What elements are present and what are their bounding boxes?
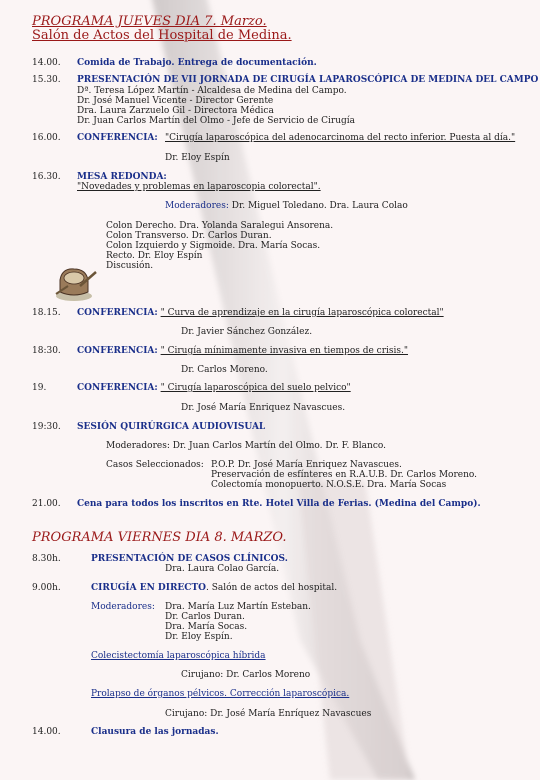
conference-topic: "Cirugía laparoscópica del adenocarcinoma del recto inferior. Puesta al día.": [165, 133, 516, 143]
time-1815: 18.15.: [32, 308, 61, 318]
time-1600: 16.00.: [32, 133, 61, 143]
conference-4-speaker: Dr. José María Enriquez Navascues.: [181, 403, 346, 413]
presenter-2: Dr. José Manuel Vicente - Director Gerente: [77, 96, 274, 106]
round-table-item-2: Colon Transverso. Dr. Carlos Duran.: [106, 231, 272, 241]
clinical-cases-presenter: Dra. Laura Colao García.: [165, 564, 280, 574]
time-1930: 19:30.: [32, 422, 61, 432]
conference-2-topic: " Curva de aprendizaje en la cirugía laparoscópica colorectal": [160, 308, 444, 318]
conference-4-label: CONFERENCIA:: [77, 383, 158, 393]
presenter-4: Dr. Juan Carlos Martín del Olmo - Jefe de Servicio de Cirugía: [77, 116, 356, 126]
live-moderator-1: Dra. María Luz Martín Esteban.: [165, 602, 311, 612]
conference-label: CONFERENCIA:: [77, 133, 158, 143]
round-table-item-3: Colon Izquierdo y Sigmoide. Dra. María Socas.: [106, 241, 321, 251]
round-table-label: MESA REDONDA:: [77, 172, 167, 182]
clinical-cases-title: PRESENTACIÓN DE CASOS CLÍNICOS.: [91, 554, 288, 564]
moderators-names: Dr. Miguel Toledano. Dra. Laura Colao: [231, 201, 408, 211]
time-1530: 15.30.: [32, 75, 61, 85]
time-0900: 9.00h.: [32, 583, 61, 593]
dinner-text: Cena para todos los inscritos en Rte. Hotel Villa de Ferias. (Medina del Campo).: [77, 499, 481, 509]
conference-2-label: CONFERENCIA:: [77, 308, 158, 318]
round-table-moderators: [165, 201, 408, 211]
time-1400: 14.00.: [32, 58, 61, 68]
live-surgery-line: [91, 583, 337, 593]
selected-cases-list: [211, 460, 477, 490]
conference-2-speaker: Dr. Javier Sánchez González.: [181, 327, 313, 337]
conference-4-topic: " Cirugía laparoscópica del suelo pelvico": [160, 383, 351, 393]
selected-case-3: Colectomía monopuerto. N.O.S.E. Dra. María Socas: [211, 480, 447, 490]
presenter-3: Dra. Laura Zarzuelo Gil - Directora Médica: [77, 106, 274, 116]
conference-4-line: [77, 383, 351, 393]
round-table-list: [106, 221, 333, 271]
live-surgery-place: . Salón de actos del hospital.: [206, 583, 338, 593]
work-lunch-text: Comida de Trabajo. Entrega de documentación.: [77, 58, 317, 68]
audiovisual-moderators: Moderadores: Dr. Juan Carlos Martín del Olmo. Dr. F. Blanco.: [106, 441, 386, 451]
selected-case-1: P.O.P. Dr. José María Enriquez Navascues.: [211, 460, 402, 470]
friday-program-title: PROGRAMA VIERNES DIA 8. MARZO.: [32, 530, 287, 545]
presenter-1: Dª. Teresa López Martín - Alcaldesa de Medina del Campo.: [77, 86, 347, 96]
clipart-illustration-icon: [52, 264, 98, 304]
presenters-list: [77, 86, 355, 126]
presentation-title: PRESENTACIÓN DE VII JORNADA DE CIRUGÍA LAPAROSCÓPICA DE MEDINA DEL CAMPO: [77, 75, 539, 85]
live-surgery-moderators-list: [165, 602, 311, 642]
live-surgery-title: CIRUGÍA EN DIRECTO: [91, 583, 206, 593]
moderators-label: Moderadores:: [165, 201, 229, 211]
selected-cases-label: Casos Seleccionados:: [106, 460, 204, 470]
round-table-item-5: Discusión.: [106, 261, 154, 271]
audiovisual-session-title: SESIÓN QUIRÚRGICA AUDIOVISUAL: [77, 422, 266, 432]
live-moderator-3: Dra. María Socas.: [165, 622, 248, 632]
time-0830: 8.30h.: [32, 554, 61, 564]
closing-text: Clausura de las jornadas.: [91, 727, 219, 737]
round-table-item-1: Colon Derecho. Dra. Yolanda Saralegui Ansorena.: [106, 221, 334, 231]
time-1830: 18:30.: [32, 346, 61, 356]
time-1400-friday: 14.00.: [32, 727, 61, 737]
conference-3-speaker: Dr. Carlos Moreno.: [181, 365, 268, 375]
round-table-item-4: Recto. Dr. Eloy Espín: [106, 251, 203, 261]
time-1630: 16.30.: [32, 172, 61, 182]
live-case-2-surgeon: Cirujano: Dr. José María Enríquez Navascues: [165, 709, 372, 719]
thursday-program-title: PROGRAMA JUEVES DIA 7. Marzo.: [32, 14, 267, 29]
live-case-1-surgeon: Cirujano: Dr. Carlos Moreno: [181, 670, 311, 680]
live-case-2-title: Prolapso de órganos pélvicos. Corrección laparoscópica.: [91, 689, 350, 699]
round-table-topic: "Novedades y problemas en laparoscopia colorectal".: [77, 182, 321, 192]
live-moderator-4: Dr. Eloy Espín.: [165, 632, 233, 642]
conference-speaker: Dr. Eloy Espín: [165, 153, 230, 163]
conference-2-line: [77, 308, 444, 318]
live-moderator-2: Dr. Carlos Duran.: [165, 612, 245, 622]
thursday-venue-subtitle: Salón de Actos del Hospital de Medina.: [32, 28, 292, 43]
selected-case-2: Preservación de esfínteres en R.A.U.B. Dr. Carlos Moreno.: [211, 470, 478, 480]
conference-3-topic: " Cirugía mínimamente invasiva en tiempos de crisis.": [160, 346, 409, 356]
conference-3-line: [77, 346, 408, 356]
conference-3-label: CONFERENCIA:: [77, 346, 158, 356]
live-surgery-moderators-label: Moderadores:: [91, 602, 155, 612]
time-2100: 21.00.: [32, 499, 61, 509]
live-case-1-title: Colecistectomía laparoscópica híbrida: [91, 651, 266, 661]
time-1900: 19.: [32, 383, 47, 393]
